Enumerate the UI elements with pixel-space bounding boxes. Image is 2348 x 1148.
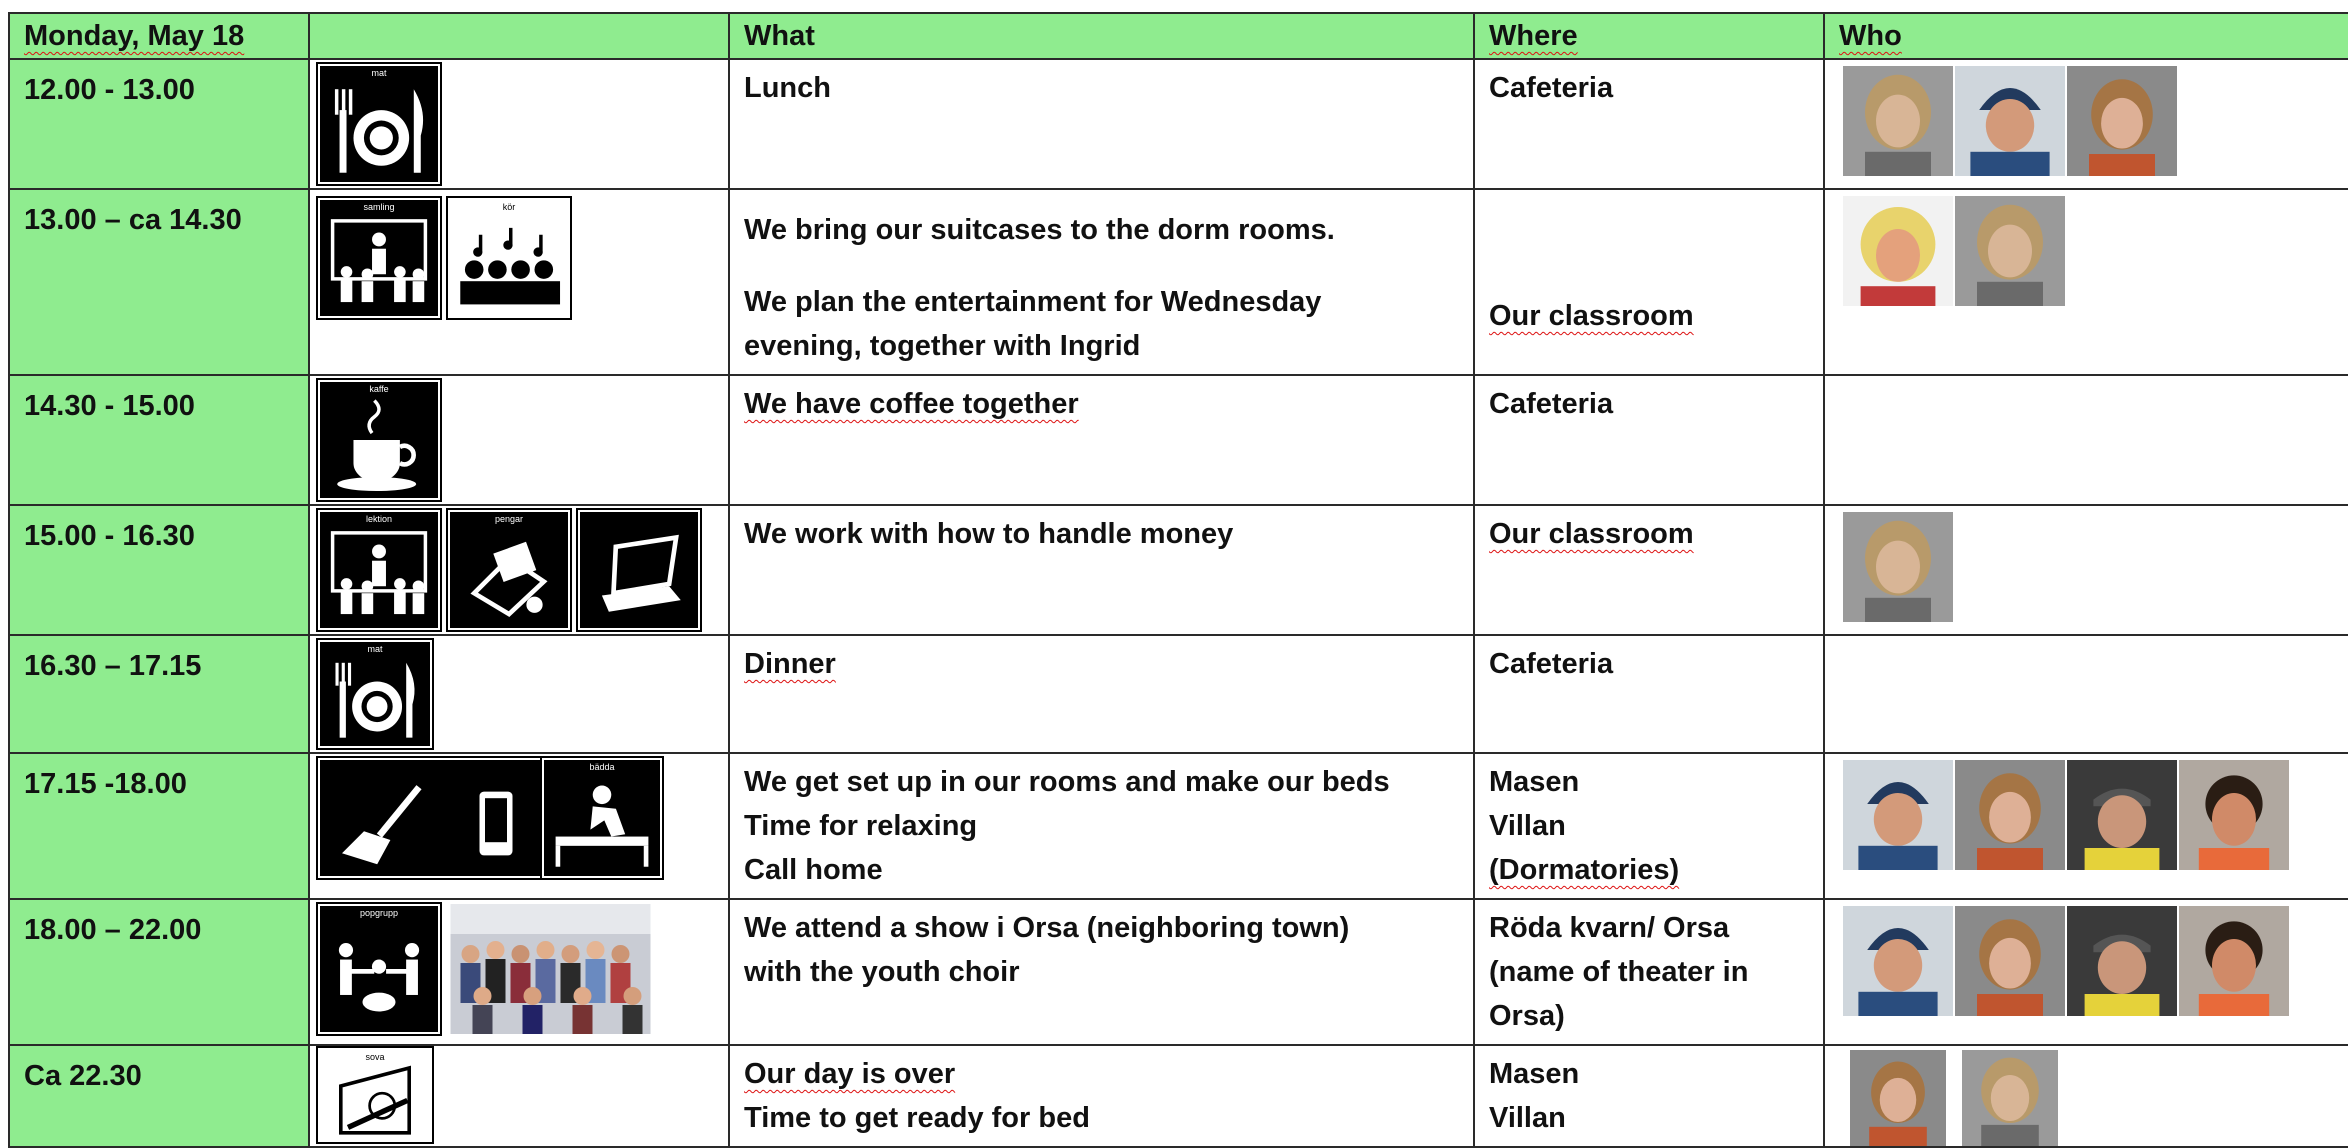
pictogram-cell[interactable] [309, 375, 729, 505]
people-cell[interactable] [1824, 1045, 2348, 1147]
choir-icon: kör [448, 198, 570, 318]
table-row [9, 753, 2348, 899]
header-pictures[interactable] [309, 13, 729, 59]
activity-cell[interactable]: We work with how to handle money [729, 505, 1474, 635]
time-cell[interactable]: Ca 22.30 [9, 1045, 309, 1147]
pictogram-cell[interactable] [309, 899, 729, 1045]
table-row [9, 1045, 2348, 1147]
money-icon: pengar [448, 510, 570, 630]
person-photo [2179, 904, 2289, 1018]
table-row [9, 59, 2348, 189]
activity-cell[interactable]: We have coffee together [729, 375, 1474, 505]
header-what[interactable]: What [729, 13, 1474, 59]
header-date[interactable]: Monday, May 18 [9, 13, 309, 59]
pictogram-cell[interactable] [309, 59, 729, 189]
people-cell[interactable] [1824, 59, 2348, 189]
person-photo [1955, 758, 2065, 872]
people-cell[interactable] [1824, 375, 2348, 505]
person-photo [1955, 904, 2065, 1018]
meeting-icon: samling [318, 198, 440, 318]
person-photo [1955, 1050, 2065, 1146]
time-cell[interactable]: 14.30 - 15.00 [9, 375, 309, 505]
schedule-document [8, 12, 2348, 1148]
people-cell[interactable] [1824, 635, 2348, 753]
table-row [9, 505, 2348, 635]
person-photo [2179, 758, 2289, 872]
people-cell[interactable] [1824, 505, 2348, 635]
activity-cell[interactable]: Lunch [729, 59, 1474, 189]
location-cell[interactable]: Masen Villan [1474, 1045, 1824, 1147]
table-row [9, 635, 2348, 753]
location-cell[interactable]: Cafeteria [1474, 375, 1824, 505]
location-cell[interactable]: Our classroom [1474, 189, 1824, 375]
location-cell[interactable]: Cafeteria [1474, 59, 1824, 189]
location-cell[interactable]: Masen Villan (Dormatories) [1474, 753, 1824, 899]
time-cell[interactable]: 16.30 – 17.15 [9, 635, 309, 753]
person-photo [1843, 64, 1953, 178]
plate-cutlery-icon: mat [318, 64, 440, 184]
activity-cell[interactable]: We bring our suitcases to the dorm rooms. We plan the entertainment for Wednesday evening, together with Ingrid [729, 189, 1474, 375]
header-who[interactable]: Who [1824, 13, 2348, 59]
person-photo [2067, 904, 2177, 1018]
table-row [9, 189, 2348, 375]
table-row [9, 899, 2348, 1045]
people-cell[interactable] [1824, 899, 2348, 1045]
activity-cell[interactable]: Our day is over Time to get ready for bed [729, 1045, 1474, 1147]
band-icon: popgrupp [318, 904, 440, 1034]
activity-cell[interactable]: We attend a show i Orsa (neighboring town) with the youth choir [729, 899, 1474, 1045]
plate-cutlery-icon: mat [318, 640, 432, 748]
people-cell[interactable] [1824, 753, 2348, 899]
pictogram-cell[interactable] [309, 635, 729, 753]
person-photo [2067, 758, 2177, 872]
time-cell[interactable]: 13.00 – ca 14.30 [9, 189, 309, 375]
laptop-icon [578, 510, 700, 630]
location-cell[interactable]: Our classroom [1474, 505, 1824, 635]
person-photo [1843, 1050, 1953, 1146]
pictogram-cell[interactable] [309, 1045, 729, 1147]
group-photo [448, 904, 653, 1034]
pictogram-cell[interactable] [309, 753, 729, 899]
header-where[interactable]: Where [1474, 13, 1824, 59]
location-cell[interactable]: Cafeteria [1474, 635, 1824, 753]
activity-cell[interactable]: We get set up in our rooms and make our beds Time for relaxing Call home [729, 753, 1474, 899]
person-photo [1843, 194, 1953, 308]
time-cell[interactable]: 18.00 – 22.00 [9, 899, 309, 1045]
person-photo [1843, 510, 1953, 624]
person-photo [1955, 194, 2065, 308]
time-cell[interactable]: 12.00 - 13.00 [9, 59, 309, 189]
table-row [9, 375, 2348, 505]
person-photo [1955, 64, 2065, 178]
make-bed-icon: bädda [542, 758, 662, 878]
pictogram-cell[interactable] [309, 505, 729, 635]
broom-icon [318, 758, 542, 878]
time-cell[interactable]: 15.00 - 16.30 [9, 505, 309, 635]
activity-cell[interactable]: Dinner [729, 635, 1474, 753]
header-row [9, 13, 2348, 59]
time-cell[interactable]: 17.15 -18.00 [9, 753, 309, 899]
schedule-table [8, 12, 2348, 1148]
people-cell[interactable] [1824, 189, 2348, 375]
person-photo [1843, 904, 1953, 1018]
person-photo [2067, 64, 2177, 178]
meeting-icon: lektion [318, 510, 440, 630]
sleep-icon: sova [318, 1048, 432, 1142]
person-photo [1843, 758, 1953, 872]
coffee-cup-icon: kaffe [318, 380, 440, 500]
pictogram-cell[interactable] [309, 189, 729, 375]
location-cell[interactable]: Röda kvarn/ Orsa (name of theater in Orsa) [1474, 899, 1824, 1045]
